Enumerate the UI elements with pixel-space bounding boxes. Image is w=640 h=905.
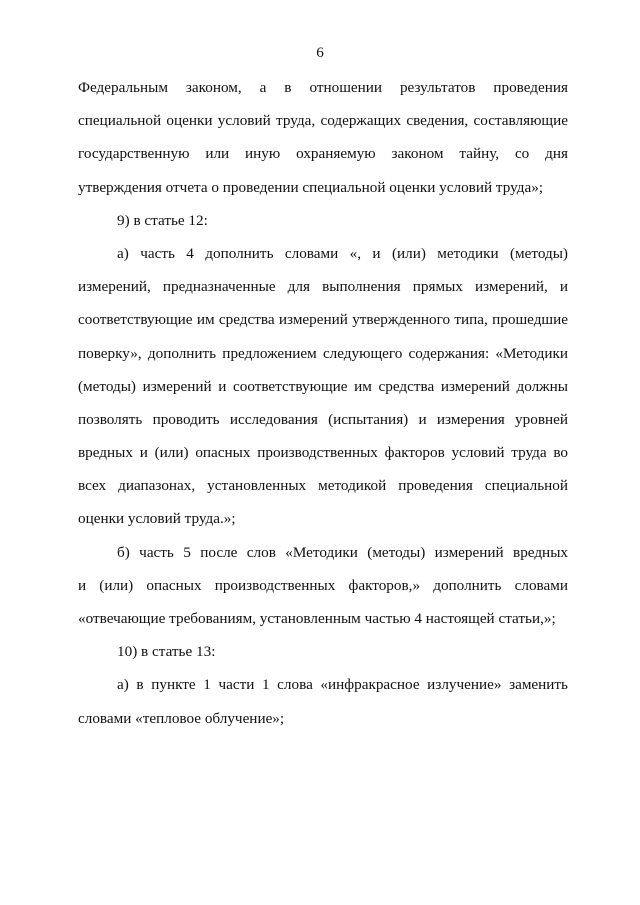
text-line: Федеральным законом, а в отношении результатов проведения <box>78 79 568 96</box>
text-line: специальной оценки условий труда, содержащих сведения, составляющие <box>78 112 568 130</box>
text-line: (методы) измерений и соответствующие им средства измерений должны <box>78 377 568 395</box>
text-line: утверждения отчета о проведении специальной оценки условий труда»; <box>78 178 544 196</box>
paragraph-federal-law-continuation <box>78 76 568 209</box>
text-line: оценки условий труда.»; <box>78 510 236 528</box>
text-line: вредных и (или) опасных производственных факторов условий труда во <box>78 444 568 462</box>
text-line: поверку», дополнить предложением следующего содержания: «Методики <box>78 344 568 362</box>
text-line: б) часть 5 после слов «Методики (методы) измерений вредных <box>117 543 568 561</box>
text-line: словами «тепловое облучение»; <box>78 709 285 727</box>
text-line: и (или) опасных производственных факторов,» дополнить словами <box>78 576 568 594</box>
document-body <box>78 76 568 740</box>
text-line: «отвечающие требованиям, установленным частью 4 настоящей статьи,»; <box>78 610 556 627</box>
text-line: измерений, предназначенные для выполнения прямых измерений, и <box>78 278 568 296</box>
text-line: всех диапазонах, установленных методикой проведения специальной <box>78 477 568 495</box>
text-line: соответствующие им средства измерений утвержденного типа, прошедшие <box>78 311 568 329</box>
text-line: 10) в статье 13: <box>117 643 216 661</box>
text-line: а) в пункте 1 части 1 слова «инфракрасное излучение» заменить <box>117 676 568 694</box>
paragraph-article-12-heading <box>78 209 568 242</box>
page-number: 6 <box>316 44 324 61</box>
paragraph-article-13-part-1 <box>78 673 568 739</box>
text-line: позволять проводить исследования (испытания) и измерения уровней <box>78 410 568 428</box>
paragraph-article-13-heading <box>78 640 568 673</box>
paragraph-article-12-part-5 <box>78 541 568 641</box>
paragraph-article-12-part-4 <box>78 242 568 541</box>
text-line: а) часть 4 дополнить словами «, и (или) методики (методы) <box>117 244 568 262</box>
text-line: государственную или иную охраняемую законом тайну, со дня <box>78 145 568 163</box>
text-line: 9) в статье 12: <box>117 211 208 229</box>
